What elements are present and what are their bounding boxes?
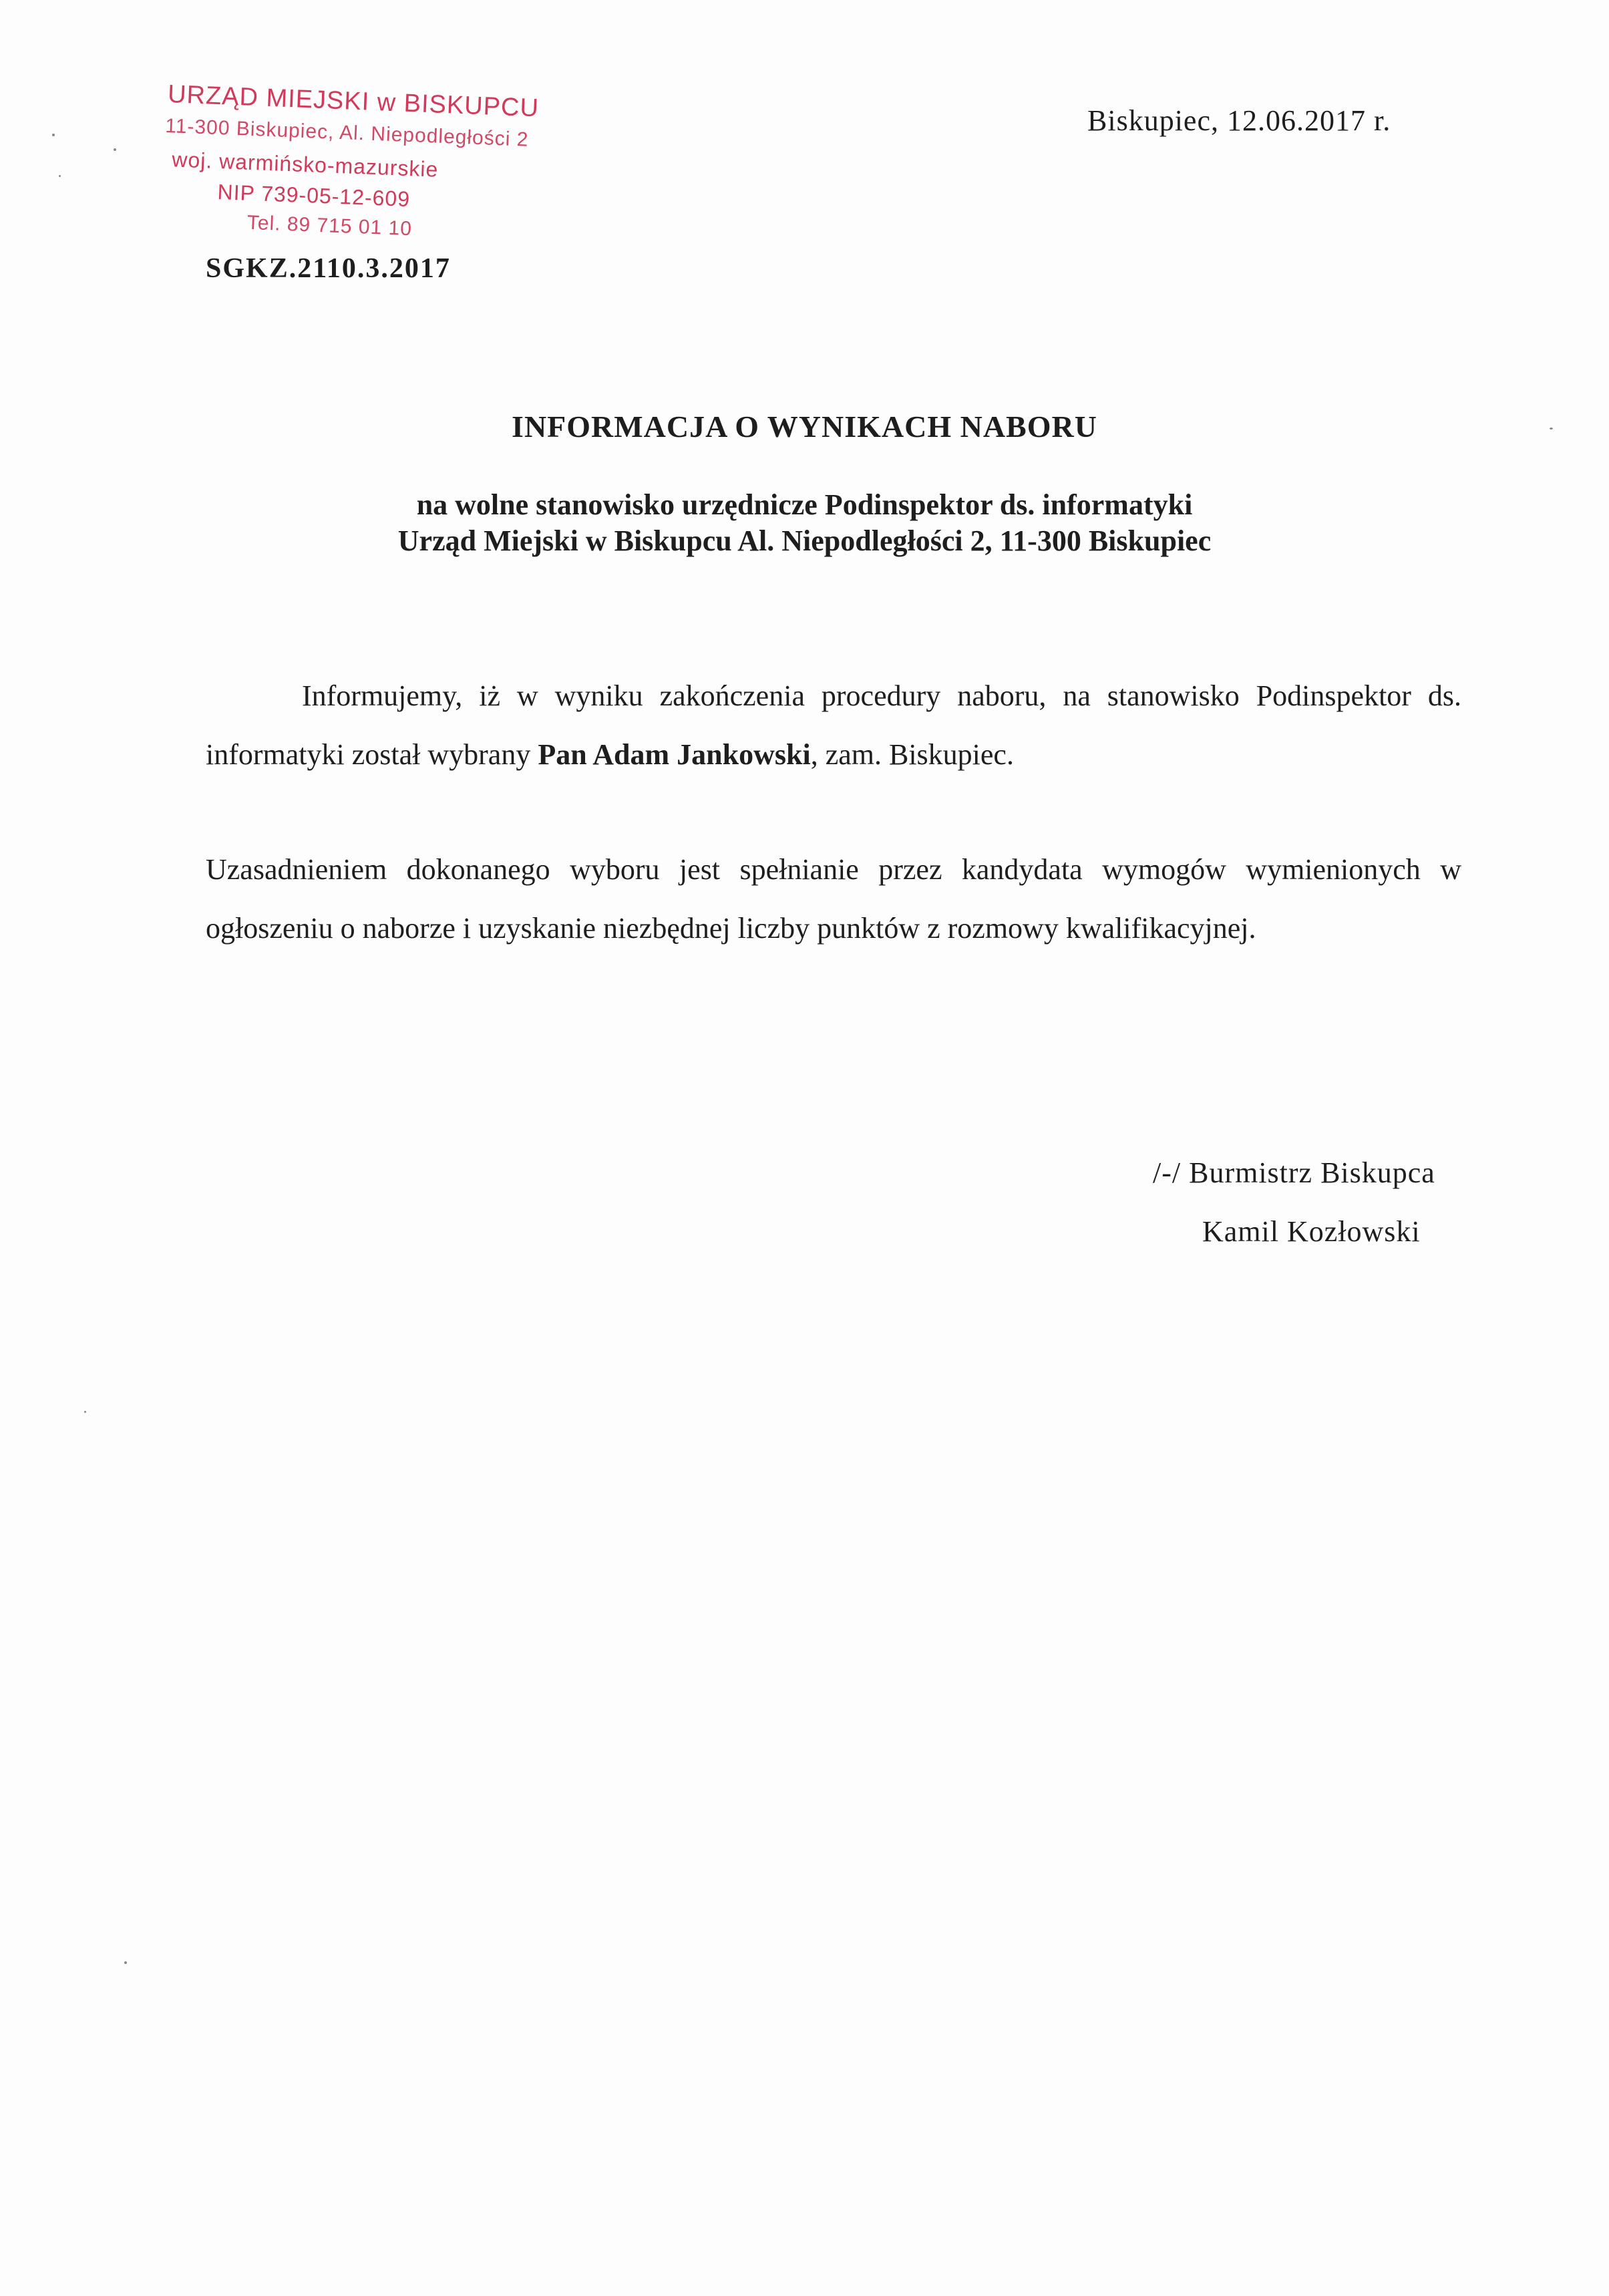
selected-candidate-name: Pan Adam Jankowski — [538, 738, 811, 771]
office-stamp — [161, 80, 541, 255]
reference-number: SGKZ.2110.3.2017 — [206, 253, 451, 284]
scan-speck — [59, 175, 61, 177]
place-date: Biskupiec, 12.06.2017 r. — [1087, 104, 1391, 137]
paragraph-result-tail: , zam. Biskupiec. — [810, 738, 1014, 771]
scan-speck — [1550, 428, 1553, 430]
signature-title: /-/ Burmistrz Biskupca — [1153, 1156, 1435, 1189]
stamp-line-office: URZĄD MIEJSKI w BISKUPCU — [167, 80, 540, 123]
stamp-line-phone: Tel. 89 715 01 10 — [246, 211, 413, 240]
document-title: INFORMACJA O WYNIKACH NABORU — [512, 409, 1097, 444]
scan-speck — [114, 148, 116, 151]
stamp-line-voivodeship: woj. warmińsko-mazurskie — [171, 147, 439, 182]
subtitle-office: Urząd Miejski w Biskupcu Al. Niepodległości 2, 11-300 Biskupiec — [397, 524, 1212, 557]
scan-speck — [84, 1411, 86, 1413]
subtitle-position: na wolne stanowisko urzędnicze Podinspektor ds. informatyki — [416, 488, 1193, 521]
paragraph-result — [206, 667, 1461, 784]
paragraph-result-text: Informujemy, iż w wyniku zakończenia procedury naboru, na stanowisko Podinspektor ds. informatyki został wybrany — [206, 679, 1461, 771]
stamp-line-nip: NIP 739-05-12-609 — [216, 180, 411, 212]
stamp-line-address: 11-300 Biskupiec, Al. Niepodległości 2 — [164, 114, 530, 151]
paragraph-justification: Uzasadnieniem dokonanego wyboru jest spełnianie przez kandydata wymogów wymienionych w ogłoszeniu o naborze i uzyskanie niezbędnej liczby punktów z rozmowy kwalifikacyjnej. — [206, 853, 1461, 945]
scan-speck — [52, 134, 55, 136]
signature-name: Kamil Kozłowski — [1202, 1215, 1421, 1248]
scan-speck — [124, 1961, 127, 1964]
